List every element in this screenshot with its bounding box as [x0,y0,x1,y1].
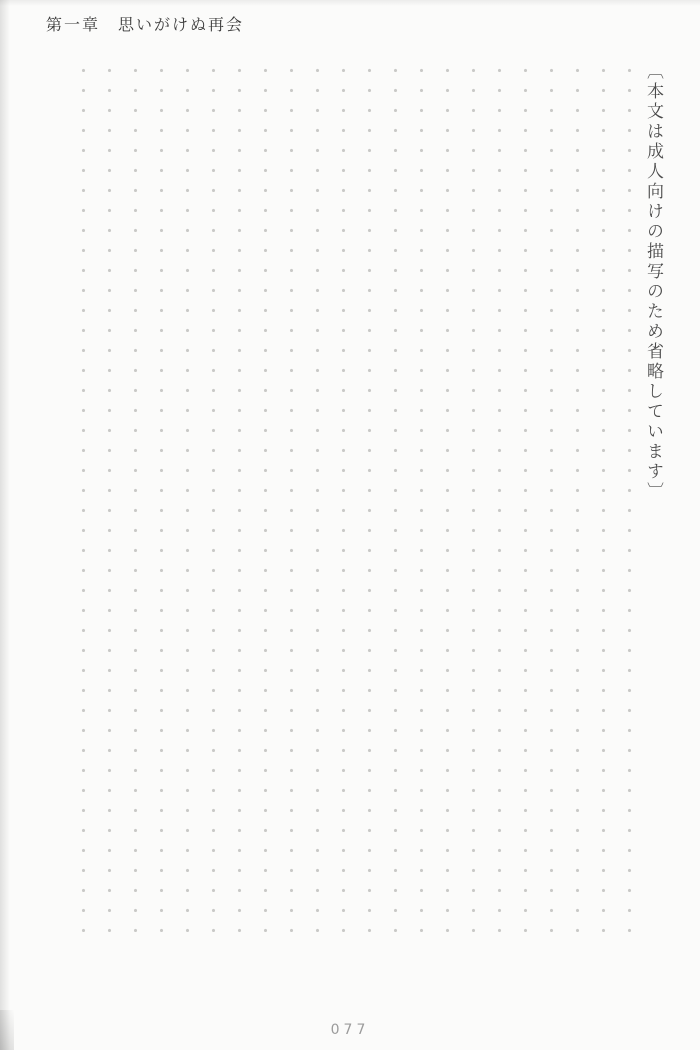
redacted-text-column: ・・・・・・・・・・・・・・・・・・・・・・・・・・・・・・・・・・・・・・・・・・・・ [357,62,377,942]
redacted-text-column: ・・・・・・・・・・・・・・・・・・・・・・・・・・・・・・・・・・・・・・・・・・・・ [123,62,143,942]
scan-edge-left [0,0,10,1050]
body-text-block [54,62,666,1000]
redacted-text-column: ・・・・・・・・・・・・・・・・・・・・・・・・・・・・・・・・・・・・・・・・・・・・ [149,62,169,942]
redacted-text-column: ・・・・・・・・・・・・・・・・・・・・・・・・・・・・・・・・・・・・・・・・・・・・ [409,62,429,942]
redacted-text-column: ・・・・・・・・・・・・・・・・・・・・・・・・・・・・・・・・・・・・・・・・・・・・ [71,62,91,942]
redacted-text-column: ・・・・・・・・・・・・・・・・・・・・・・・・・・・・・・・・・・・・・・・・・・・・ [175,62,195,942]
redacted-text-column: ・・・・・・・・・・・・・・・・・・・・・・・・・・・・・・・・・・・・・・・・・・・・ [331,62,351,942]
redacted-text-column: ・・・・・・・・・・・・・・・・・・・・・・・・・・・・・・・・・・・・・・・・・・・・ [201,62,221,942]
redacted-text-column: ・・・・・・・・・・・・・・・・・・・・・・・・・・・・・・・・・・・・・・・・・・・・ [591,62,611,942]
redacted-text-column: ・・・・・・・・・・・・・・・・・・・・・・・・・・・・・・・・・・・・・・・・・・・・ [97,62,117,942]
redacted-text-column: ・・・・・・・・・・・・・・・・・・・・・・・・・・・・・・・・・・・・・・・・・・・・ [539,62,559,942]
redacted-text-column: ・・・・・・・・・・・・・・・・・・・・・・・・・・・・・・・・・・・・・・・・・・・・ [279,62,299,942]
redacted-text-column: ・・・・・・・・・・・・・・・・・・・・・・・・・・・・・・・・・・・・・・・・・・・・ [565,62,585,942]
redacted-text-column: ・・・・・・・・・・・・・・・・・・・・・・・・・・・・・・・・・・・・・・・・・・・・ [617,62,637,942]
redacted-text-column: ・・・・・・・・・・・・・・・・・・・・・・・・・・・・・・・・・・・・・・・・・・・・ [253,62,273,942]
scan-edge-top [0,0,700,6]
redacted-text-column: ・・・・・・・・・・・・・・・・・・・・・・・・・・・・・・・・・・・・・・・・・・・・ [435,62,455,942]
redacted-text-column: ・・・・・・・・・・・・・・・・・・・・・・・・・・・・・・・・・・・・・・・・・・・・ [227,62,247,942]
redacted-text-column: ・・・・・・・・・・・・・・・・・・・・・・・・・・・・・・・・・・・・・・・・・・・・ [461,62,481,942]
redacted-text-column: ・・・・・・・・・・・・・・・・・・・・・・・・・・・・・・・・・・・・・・・・・・・・ [305,62,325,942]
redacted-text-column: ・・・・・・・・・・・・・・・・・・・・・・・・・・・・・・・・・・・・・・・・・・・・ [513,62,533,942]
redaction-notice: 〔本文は成人向けの描写のため省略しています〕 [643,62,663,502]
redacted-text-column: ・・・・・・・・・・・・・・・・・・・・・・・・・・・・・・・・・・・・・・・・・・・・ [383,62,403,942]
redacted-text-column: ・・・・・・・・・・・・・・・・・・・・・・・・・・・・・・・・・・・・・・・・・・・・ [487,62,507,942]
page-number: 077 [330,1022,370,1038]
running-header-chapter-title: 第一章 思いがけぬ再会 [46,15,245,34]
